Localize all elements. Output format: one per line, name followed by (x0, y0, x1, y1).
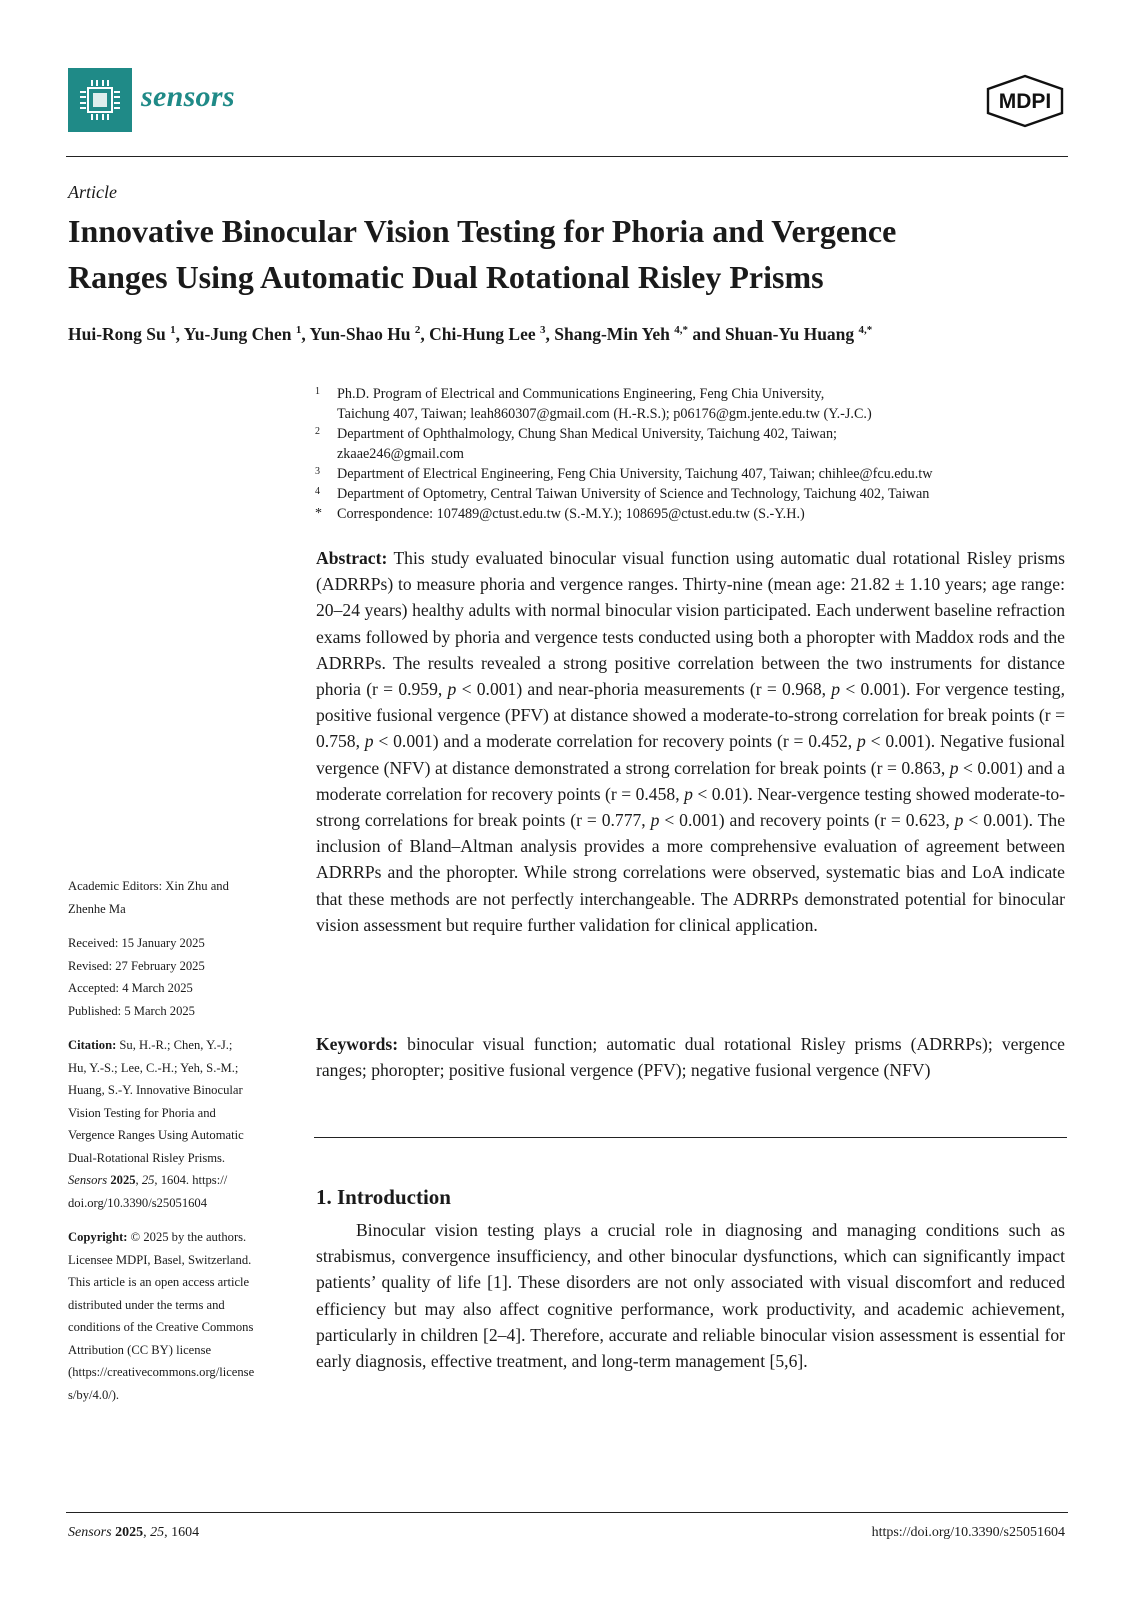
editor-line: Academic Editors: Xin Zhu and (68, 879, 229, 893)
abstract-text: < 0.001). The inclusion of Bland–Altman analysis provides a more comprehensive evaluation of agreement between ADRRPs and the phoropter. While strong correlations were observed, systematic bias and LoA indicate that these methods are not perfectly interchangeable. The ADRRPs demonstrated potential for binocular vision assessment but require further validation for clinical application. (316, 810, 1065, 935)
affiliation-line: Department of Optometry, Central Taiwan University of Science and Technology, Taichung 402, Taiwan (337, 486, 930, 502)
affiliation-item (315, 384, 1075, 424)
copyright-line: distributed under the terms and (68, 1297, 225, 1312)
copyright-line: Copyright: © 2025 by the authors. (68, 1230, 247, 1244)
author-list: Hui-Rong Su $^1$, Yu-Jung Chen $^1$, Yun-Shao Hu $^2$, Chi-Hung Lee $^3$, Shang-Min Yeh $^{4,*}$ and Shuan-Yu Huang $^{4,*}$ (68, 324, 873, 344)
journal-logo (68, 68, 132, 132)
author-name: Shuan-Yu Huang (724, 324, 855, 344)
author-affiliation-marker: 1 (295, 324, 302, 337)
journal-name: sensors (141, 80, 235, 113)
keywords (316, 1031, 1065, 1083)
citation-line: Vergence Ranges Using Automatic (68, 1128, 244, 1142)
academic-editors (68, 875, 288, 920)
copyright-line: s/by/4.0/). (68, 1387, 120, 1402)
p-value-symbol: p (831, 679, 841, 700)
copyright-line: Attribution (CC BY) license (68, 1342, 212, 1357)
footer-journal: Sensors (68, 1525, 112, 1540)
affiliation-line: zkaae246@gmail.com (337, 446, 464, 462)
date-line: Accepted: 4 March 2025 (68, 981, 193, 995)
p-value-symbol: p (857, 731, 866, 752)
mdpi-hexagon-icon (984, 73, 1066, 129)
title-line: Innovative Binocular Vision Testing for Phoria and Vergence (68, 213, 897, 249)
publisher-name: MDPI (998, 90, 1052, 113)
abstract-text: This study evaluated binocular visual function using automatic dual rotational Risley prisms (ADRRPs) to measure phoria and vergence ranges. Thirty-nine (mean age: 21.82 ± 1.10 years; age range: 20–24 years) healthy adults with normal binocular vision participated. Each underwent baseline refraction exams followed by phoria and vergence tests conducted using both a phoropter with Maddox rods and the ADRRPs. The results revealed a strong positive correlation between the two instruments for distance phoria (r = 0.959, (316, 548, 1065, 700)
date-line: Published: 5 March 2025 (68, 1003, 195, 1018)
editor-line: Zhenhe Ma (68, 901, 126, 916)
abstract-text: < 0.001) and near-phoria measurements (r = 0.968, (456, 679, 832, 700)
affiliation-marker: 1 (315, 386, 320, 397)
affiliation-item (315, 424, 1075, 464)
author-name: Chi-Hung Lee (429, 324, 536, 344)
copyright-line: Licensee MDPI, Basel, Switzerland. (68, 1252, 252, 1267)
footer-citation: Sensors 2025, 25, 1604 (68, 1525, 200, 1540)
abstract-text: < 0.001) and a moderate correlation for recovery points (r = 0.452, (373, 731, 858, 752)
author-name: Shang-Min Yeh (554, 324, 670, 344)
abstract-text: < 0.001) and a moderate correlation for recovery points (r = 0.458, (316, 757, 1065, 804)
p-value-symbol: p (954, 810, 964, 831)
abstract-text: < 0.01). Near-vergence testing showed moderate-to-strong correlations for break points (r = 0.777, (316, 783, 1065, 831)
affiliation-marker: 4 (315, 486, 320, 497)
p-value-symbol: p (447, 679, 457, 700)
publisher-logo (984, 73, 1066, 129)
keywords-text: binocular visual function; automatic dual rotational Risley prisms (ADRRPs); vergence ranges; phoropter; positive fusional vergence (PFV); negative fusional vergence (NFV) (316, 1034, 1065, 1081)
publication-dates (68, 932, 288, 1022)
footer-year: 2025 (115, 1525, 144, 1540)
article-type: Article (68, 182, 117, 202)
copyright-label: Copyright: (68, 1230, 128, 1244)
affiliation-line: Taichung 407, Taiwan; leah860307@gmail.com (H.-R.S.); p06176@gm.jente.edu.tw (Y.-J.C.) (337, 406, 872, 422)
footer-doi-link[interactable]: https://doi.org/10.3390/s25051604 (871, 1525, 1065, 1540)
sidebar (68, 875, 288, 1418)
copyright-line: This article is an open access article (68, 1275, 250, 1289)
author-affiliation-marker: 4,* (858, 324, 873, 337)
abstract-text: < 0.001). For vergence testing, positive fusional vergence (PFV) at distance showed a moderate-to-strong correlation for break points (r = 0.758, (316, 679, 1065, 752)
keywords-label: Keywords: (316, 1034, 399, 1054)
affiliation-marker: 3 (315, 466, 320, 477)
affiliation-line: Ph.D. Program of Electrical and Communications Engineering, Feng Chia University, (337, 386, 825, 402)
p-value-symbol: p (949, 757, 959, 778)
intro-paragraph: Binocular vision testing plays a crucial role in diagnosing and managing conditions such as strabismus, convergence insufficiency, and other binocular dysfunctions, which can significantly impact patients’ quality of life [1]. These disorders are not only associated with visual discomfort and reduced efficiency but may also affect cognitive performance, work productivity, and academic achievement, particularly in children [2–4]. Therefore, accurate and reliable binocular vision assessment is essential for early diagnosis, effective treatment, and long-term management [5,6]. (316, 1220, 1065, 1372)
citation-line: Vision Testing for Phoria and (68, 1105, 216, 1120)
affiliation-marker: 2 (315, 426, 320, 437)
citation-doi-link[interactable]: doi.org/10.3390/s25051604 (68, 1195, 208, 1210)
abstract-text: < 0.001). Negative fusional vergence (NFV) at distance demonstrated a strong correlation for break points (r = 0.863, (316, 731, 1065, 778)
header-rule (66, 156, 1068, 157)
abstract (316, 545, 1065, 938)
affiliation-line: Correspondence: 107489@ctust.edu.tw (S.-M.Y.); 108695@ctust.edu.tw (S.-Y.H.) (337, 506, 805, 522)
p-value-symbol: p (684, 783, 693, 804)
footer-rule (66, 1512, 1068, 1513)
affiliation-item (315, 464, 1075, 484)
copyright-line: (https://creativecommons.org/license (68, 1365, 255, 1379)
author-affiliation-marker: 4,* (674, 324, 688, 337)
citation-line: Sensors 2025, 25, 1604. https:// (68, 1173, 228, 1187)
chip-icon (68, 68, 132, 132)
title-line: Ranges Using Automatic Dual Rotational Risley Prisms (68, 259, 824, 295)
p-value-symbol: p (650, 810, 660, 831)
citation-line: Dual-Rotational Risley Prisms. (68, 1150, 226, 1165)
copyright (68, 1226, 288, 1406)
footer-article: 1604 (171, 1525, 200, 1540)
author-affiliation-marker: 3 (540, 324, 546, 337)
p-value-symbol: p (364, 731, 374, 752)
affiliations (315, 384, 1075, 524)
affiliation-item (315, 504, 1075, 524)
citation-line: Citation: Su, H.-R.; Chen, Y.-J.; (68, 1038, 233, 1052)
author-name: Hui-Rong Su (68, 324, 166, 344)
citation-label: Citation: (68, 1038, 117, 1052)
footer-volume: 25 (150, 1525, 165, 1540)
section-rule (314, 1137, 1067, 1138)
author-name: Yu-Jung Chen (183, 324, 292, 344)
citation (68, 1034, 288, 1214)
date-line: Received: 15 January 2025 (68, 936, 205, 950)
affiliation-line: Department of Electrical Engineering, Feng Chia University, Taichung 407, Taiwan; chihlee@fcu.edu.tw (337, 466, 933, 482)
author-name: Yun-Shao Hu (309, 324, 411, 344)
article-title (68, 208, 1068, 300)
citation-year: 2025 (110, 1173, 136, 1187)
citation-line: Huang, S.-Y. Innovative Binocular (68, 1083, 243, 1097)
citation-journal: Sensors (68, 1173, 108, 1187)
date-line: Revised: 27 February 2025 (68, 958, 205, 973)
citation-volume: 25 (141, 1173, 155, 1187)
section-heading: 1. Introduction (316, 1185, 451, 1209)
author-affiliation-marker: 2 (414, 324, 421, 337)
affiliation-line: Department of Ophthalmology, Chung Shan Medical University, Taichung 402, Taiwan; (337, 426, 838, 442)
affiliation-marker: * (315, 506, 322, 521)
author-affiliation-marker: 1 (170, 324, 176, 337)
affiliation-item (315, 484, 1075, 504)
citation-line: Hu, Y.-S.; Lee, C.-H.; Yeh, S.-M.; (68, 1060, 239, 1075)
copyright-line: conditions of the Creative Commons (68, 1320, 254, 1334)
abstract-text: < 0.001) and recovery points (r = 0.623, (659, 810, 955, 831)
abstract-label: Abstract: (316, 548, 388, 568)
